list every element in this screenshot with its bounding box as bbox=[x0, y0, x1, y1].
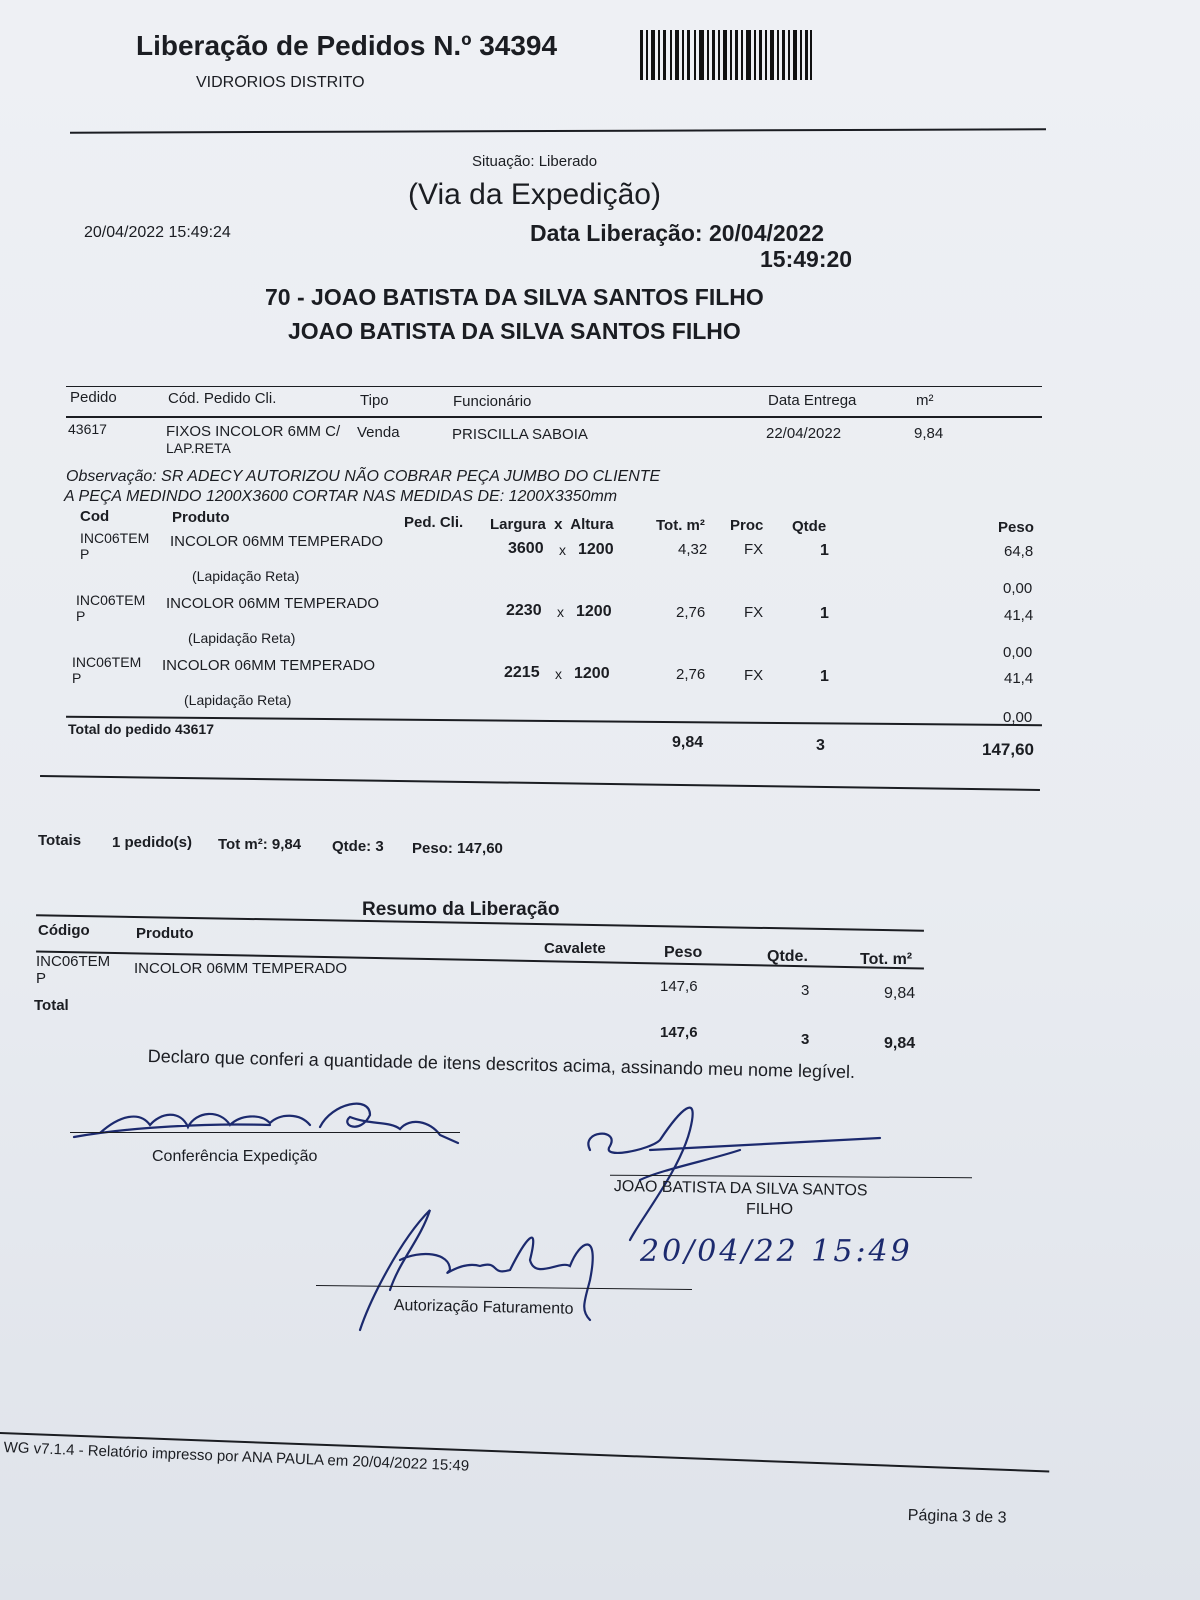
item-altura: 1200 bbox=[574, 665, 610, 682]
printed-by: WG v7.1.4 - Relatório impresso por ANA PAULA em 20/04/2022 15:49 bbox=[3, 1439, 470, 1475]
resumo-col-peso: Peso bbox=[664, 944, 703, 961]
col-pedido: Pedido bbox=[70, 389, 117, 406]
col-m2: m² bbox=[916, 392, 934, 409]
col-largura-altura: Largura x Altura bbox=[490, 516, 614, 533]
tipo-value: Venda bbox=[357, 424, 400, 441]
totais-pedidos: 1 pedido(s) bbox=[112, 834, 193, 851]
total-pedido-label: Total do pedido 43617 bbox=[68, 721, 214, 737]
m2-value: 9,84 bbox=[914, 425, 944, 442]
item-x: x bbox=[557, 604, 564, 620]
totais-peso: Peso: 147,60 bbox=[412, 840, 503, 857]
item-proc: FX bbox=[744, 541, 764, 558]
col-proc: Proc bbox=[730, 517, 764, 534]
item-cod-suffix: P bbox=[72, 670, 82, 686]
item-x: x bbox=[555, 666, 562, 682]
client-code-name: 70 - JOAO BATISTA DA SILVA SANTOS FILHO bbox=[265, 284, 764, 310]
item-cod: INC06TEM bbox=[80, 530, 150, 546]
item-cod-suffix: P bbox=[80, 546, 90, 562]
resumo-col-codigo: Código bbox=[38, 922, 90, 939]
total-pedido-peso: 147,60 bbox=[982, 740, 1034, 759]
resumo-row-produto: INCOLOR 06MM TEMPERADO bbox=[134, 960, 348, 977]
data-liberacao: Data Liberação: 20/04/2022 bbox=[530, 220, 825, 246]
item-largura: 2215 bbox=[504, 664, 540, 681]
order-header-line bbox=[66, 416, 1042, 418]
resumo-col-cavalete: Cavalete bbox=[544, 940, 606, 957]
pedido-number: 43617 bbox=[68, 421, 107, 437]
col-peso: Peso bbox=[998, 519, 1034, 536]
cod-pedido-cli-2: LAP.RETA bbox=[166, 440, 231, 456]
client-name-line-2: FILHO bbox=[746, 1201, 794, 1218]
col-tot-m2: Tot. m² bbox=[656, 517, 705, 534]
resumo-col-tot-m2: Tot. m² bbox=[860, 951, 913, 968]
printed-timestamp: 20/04/2022 15:49:24 bbox=[84, 224, 231, 241]
autorizacao-signature bbox=[340, 1200, 640, 1340]
col-qtde: Qtde bbox=[792, 518, 827, 535]
item-cod: INC06TEM bbox=[76, 592, 146, 608]
resumo-title: Resumo da Liberação bbox=[362, 899, 560, 920]
funcionario-value: PRISCILLA SABOIA bbox=[452, 426, 588, 443]
resumo-total-m2: 9,84 bbox=[884, 1035, 916, 1052]
resumo-row-cod: INC06TEM bbox=[36, 953, 111, 970]
resumo-row-cod-suffix: P bbox=[36, 970, 47, 987]
item-proc: FX bbox=[744, 604, 764, 621]
resumo-row-tot-m2: 9,84 bbox=[884, 985, 916, 1002]
resumo-row-peso: 147,6 bbox=[660, 978, 698, 995]
resumo-col-produto: Produto bbox=[136, 925, 194, 942]
total-pedido-m2: 9,84 bbox=[672, 734, 704, 751]
item-altura: 1200 bbox=[578, 541, 614, 558]
item-peso: 64,8 bbox=[1004, 543, 1034, 560]
item-cod: INC06TEM bbox=[72, 654, 142, 670]
observacao-line-1: Observação: SR ADECY AUTORIZOU NÃO COBRAR PEÇA JUMBO DO CLIENTE bbox=[66, 468, 661, 485]
item-lapidacao-peso: 0,00 bbox=[1003, 580, 1033, 597]
barcode bbox=[640, 30, 812, 80]
item-largura: 2230 bbox=[506, 602, 542, 619]
resumo-col-qtde: Qtde. bbox=[767, 948, 808, 965]
document-title: Liberação de Pedidos N.º 34394 bbox=[136, 30, 558, 61]
resumo-row-qtde: 3 bbox=[801, 982, 810, 999]
item-lapidacao: (Lapidação Reta) bbox=[184, 692, 292, 708]
barcode-graphic bbox=[640, 30, 812, 80]
handwritten-date: 20/04/22 15:49 bbox=[640, 1234, 913, 1269]
item-qtde: 1 bbox=[820, 542, 829, 559]
situacao-status: Situação: Liberado bbox=[472, 153, 598, 170]
item-tot-m2: 2,76 bbox=[676, 666, 706, 683]
col-tipo: Tipo bbox=[360, 392, 389, 409]
item-x: x bbox=[559, 542, 566, 558]
totais-qtde: Qtde: 3 bbox=[332, 838, 384, 855]
col-funcionario: Funcionário bbox=[453, 393, 532, 410]
observacao-line-2: A PEÇA MEDINDO 1200X3600 CORTAR NAS MEDIDAS DE: 1200X3350mm bbox=[64, 488, 618, 505]
page-number: Página 3 de 3 bbox=[907, 1507, 1007, 1527]
resumo-total-qtde: 3 bbox=[801, 1031, 810, 1048]
item-lapidacao-peso: 0,00 bbox=[1003, 709, 1033, 726]
total-pedido-qtde: 3 bbox=[816, 737, 825, 754]
col-data-entrega: Data Entrega bbox=[768, 392, 857, 409]
col-produto: Produto bbox=[172, 509, 230, 526]
declaracao-text: Declaro que conferi a quantidade de itens descritos acima, assinando meu nome legível. bbox=[147, 1046, 856, 1083]
resumo-total-label: Total bbox=[34, 997, 69, 1014]
via-label: (Via da Expedição) bbox=[408, 178, 661, 211]
autorizacao-label: Autorização Faturamento bbox=[393, 1297, 574, 1318]
item-qtde: 1 bbox=[820, 668, 829, 685]
item-tot-m2: 2,76 bbox=[676, 604, 706, 621]
item-lapidacao-peso: 0,00 bbox=[1003, 644, 1033, 661]
data-liberacao-time: 15:49:20 bbox=[760, 246, 853, 272]
client-name: JOAO BATISTA DA SILVA SANTOS FILHO bbox=[288, 318, 741, 344]
item-altura: 1200 bbox=[576, 603, 612, 620]
data-entrega-value: 22/04/2022 bbox=[766, 425, 842, 442]
order-table-top-line bbox=[66, 386, 1042, 387]
item-peso: 41,4 bbox=[1004, 670, 1034, 687]
item-proc: FX bbox=[744, 667, 764, 684]
item-cod-suffix: P bbox=[76, 608, 86, 624]
client-name-line-1: JOAO BATISTA DA SILVA SANTOS bbox=[613, 1178, 868, 1200]
item-lapidacao: (Lapidação Reta) bbox=[192, 568, 300, 584]
conferencia-label: Conferência Expedição bbox=[152, 1148, 318, 1165]
col-ped-cli: Ped. Cli. bbox=[404, 514, 464, 531]
item-largura: 3600 bbox=[508, 540, 544, 557]
company-name: VIDRORIOS DISTRITO bbox=[196, 74, 365, 91]
conferencia-line bbox=[70, 1132, 460, 1133]
item-peso: 41,4 bbox=[1004, 607, 1034, 624]
item-produto: INCOLOR 06MM TEMPERADO bbox=[170, 533, 384, 550]
totais-m2: Tot m²: 9,84 bbox=[218, 836, 302, 853]
order-bottom-line bbox=[40, 775, 1040, 791]
totais-label: Totais bbox=[38, 832, 82, 849]
col-cod: Cod bbox=[80, 508, 110, 525]
resumo-total-peso: 147,6 bbox=[660, 1024, 698, 1041]
item-produto: INCOLOR 06MM TEMPERADO bbox=[162, 657, 376, 674]
item-lapidacao: (Lapidação Reta) bbox=[188, 630, 296, 646]
item-qtde: 1 bbox=[820, 605, 829, 622]
item-produto: INCOLOR 06MM TEMPERADO bbox=[166, 595, 380, 612]
item-tot-m2: 4,32 bbox=[678, 541, 708, 558]
col-cod-pedido-cli: Cód. Pedido Cli. bbox=[168, 390, 277, 407]
header-divider bbox=[70, 128, 1046, 133]
cod-pedido-cli-1: FIXOS INCOLOR 6MM C/ bbox=[166, 423, 341, 440]
